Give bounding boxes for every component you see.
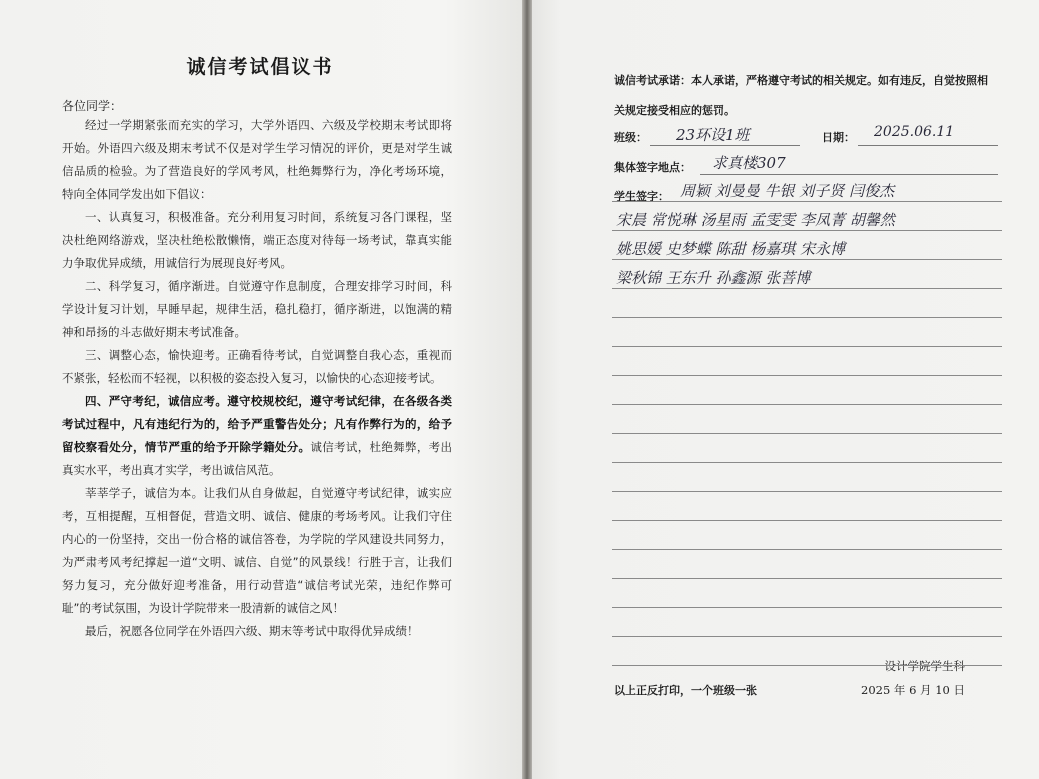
signature-line — [612, 230, 1002, 231]
commitment-text: 诚信考试承诺：本人承诺，严格遵守考试的相关规定。如有违反，自觉按照相关规定接受相应的惩罚。 — [614, 74, 988, 117]
paragraph-item-2: 二、科学复习，循序渐进。自觉遵守作息制度，合理安排学习时间，科学设计复习计划，早睡早起，规律生活，稳扎稳打，循序渐进，以饱满的精神和昂扬的斗志做好期末考试准备。 — [62, 279, 452, 339]
signature-row: 周颖 刘曼曼 牛银 刘子贤 闫俊杰 — [680, 182, 895, 200]
proposal-body — [62, 114, 452, 643]
signature-line — [612, 636, 1002, 637]
class-label: 班级： — [614, 131, 647, 144]
paragraph-item-4-rest: 诚信考试，杜绝舞弊，考出真实水平，考出真才实学，考出诚信风范。 — [62, 440, 452, 477]
paragraph-item-4-bold: 四、严守考纪，诚信应考。遵守校规校纪，遵守考试纪律，在各级各类考试过程中，凡有违纪行为的，给予严重警告处分；凡有作弊行为的，给予留校察看处分，情节严重的给予开除学籍处分。 — [62, 394, 452, 454]
print-note: 以上正反打印，一个班级一张 — [614, 684, 757, 697]
signature-row: 姚思媛 史梦蝶 陈甜 杨嘉琪 宋永博 — [616, 240, 846, 258]
paragraph-item-1: 一、认真复习，积极准备。充分利用复习时间，系统复习各门课程，坚决杜绝网络游戏，坚决杜绝松散懒惰，端正态度对待每一场考试，靠真实能力争取优异成绩，用诚信行为展现良好考风。 — [62, 210, 452, 270]
signature-line — [612, 549, 1002, 550]
signature-line — [612, 375, 1002, 376]
salutation: 各位同学： — [62, 99, 123, 113]
issuer-block — [861, 654, 965, 702]
signature-row: 梁秋锦 王东升 孙鑫源 张菩博 — [616, 269, 811, 287]
paragraph-intro: 经过一学期紧张而充实的学习，大学外语四、六级及学校期末考试即将开始。外语四六级及期末考试不仅是对学生学习情况的评价，更是对学生诚信品质的检验。为了营造良好的学风考风，杜绝舞弊行为，净化考场环境，特向全体同学发出如下倡议： — [62, 118, 452, 201]
signature-line — [612, 201, 1002, 202]
class-underline — [650, 145, 800, 146]
issue-date: 2025 年 6 月 10 日 — [861, 683, 965, 697]
signature-line — [612, 578, 1002, 579]
signature-line — [612, 462, 1002, 463]
signature-line — [612, 520, 1002, 521]
signature-line — [612, 665, 1002, 666]
location-underline — [700, 174, 998, 175]
signature-row: 宋晨 常悦琳 汤星雨 孟雯雯 李凤菁 胡馨然 — [616, 211, 895, 229]
signature-line — [612, 433, 1002, 434]
date-underline — [858, 145, 998, 146]
paragraph-closing: 莘莘学子，诚信为本。让我们从自身做起，自觉遵守考试纪律，诚实应考，互相提醒，互相督促，营造文明、诚信、健康的考场考风。让我们守住内心的一份坚持，交出一份合格的诚信答卷，为学院的学风建设共同努力，为严肃考风考纪撑起一道“文明、诚信、自觉”的风景线！行胜于言，让我们努力复习，充分做好迎考准备，用行动营造“诚信考试光荣，违纪作弊可耻”的考试氛围，为设计学院带来一股清新的诚信之风！ — [62, 486, 452, 615]
location-label: 集体签字地点： — [614, 161, 691, 174]
page-title: 诚信考试倡议书 — [186, 56, 334, 78]
signature-line — [612, 607, 1002, 608]
signature-line — [612, 404, 1002, 405]
class-handwritten: 23环设1班 — [676, 126, 750, 144]
date-handwritten: 2025.06.11 — [874, 124, 955, 140]
paragraph-item-3: 三、调整心态，愉快迎考。正确看待考试，自觉调整自我心态，重视而不紧张，轻松而不轻视，以积极的姿态投入复习，以愉快的心态迎接考试。 — [62, 348, 452, 385]
location-handwritten: 求真楼307 — [712, 154, 786, 172]
book-spine — [522, 0, 532, 779]
signature-line — [612, 491, 1002, 492]
signature-line — [612, 288, 1002, 289]
paragraph-wish: 最后，祝愿各位同学在外语四六级、期末等考试中取得优异成绩！ — [85, 624, 419, 638]
date-label: 日期： — [822, 131, 855, 144]
signature-line — [612, 259, 1002, 260]
paragraph-item-4 — [62, 390, 452, 482]
signature-label: 学生签字： — [614, 190, 669, 203]
signature-line — [612, 346, 1002, 347]
issuer-name: 设计学院学生科 — [884, 659, 965, 673]
signature-line — [612, 317, 1002, 318]
